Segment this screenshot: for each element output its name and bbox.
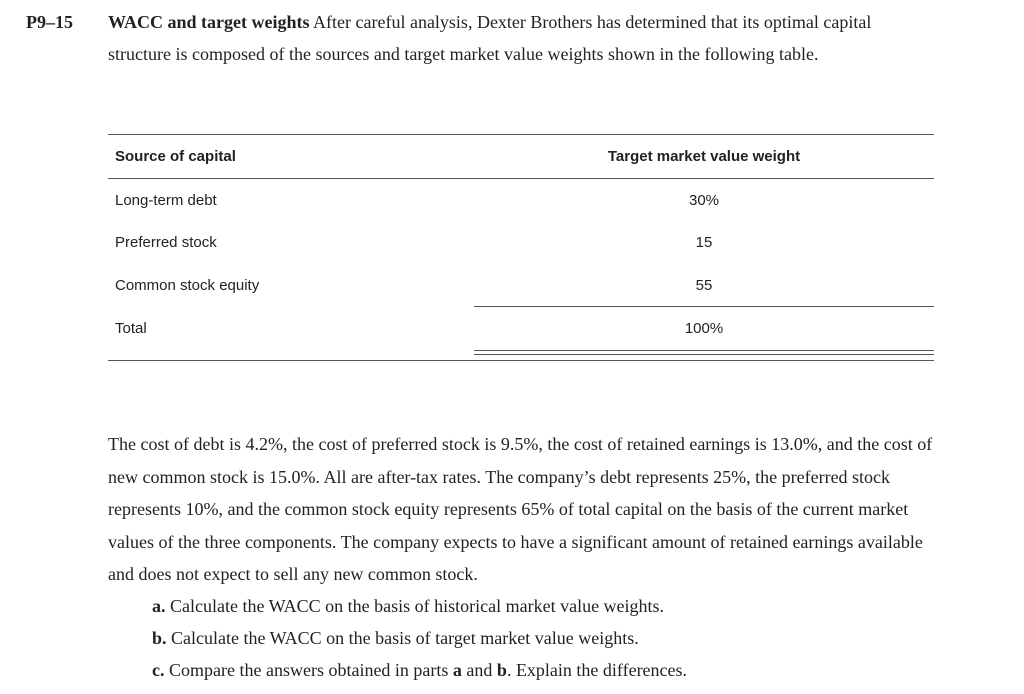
table-row-weight: 55: [695, 277, 713, 294]
table-row-source: Common stock equity: [115, 277, 260, 294]
table-bottom-rule: [108, 360, 934, 361]
part-c: [152, 654, 952, 686]
part-text-mid: and: [461, 660, 497, 680]
part-ref-a: a: [452, 660, 462, 680]
table-header-rule: [108, 178, 934, 179]
header-source: Source of capital: [115, 148, 236, 165]
header-weight: Target market value weight: [607, 148, 801, 165]
problem-parts: [152, 590, 952, 686]
problem-number: P9–15: [26, 12, 73, 32]
table-total-double-rule-top: [474, 350, 934, 351]
part-b: [152, 622, 952, 654]
part-text-before: Compare the answers obtained in parts: [169, 660, 453, 680]
table-row-weight: 15: [695, 234, 713, 251]
problem-paragraph: The cost of debt is 4.2%, the cost of preferred stock is 9.5%, the cost of retained earnings is 13.0%, and the cost of new common stock is 15.0%. All are after-tax rates. The company’s debt represents 25%, the preferred stock represents 10%, and the common stock equity represents 65% of total capital on the basis of the current market values of the three components. The company expects to have a significant amount of retained earnings available and does not expect to sell any new common stock.: [108, 434, 933, 584]
problem-title: WACC and target weights: [108, 12, 310, 32]
part-text: Calculate the WACC on the basis of target market value weights.: [171, 628, 639, 648]
part-letter: a.: [152, 596, 166, 616]
part-ref-b: b: [496, 660, 507, 680]
table-total-weight: 100%: [684, 320, 724, 337]
table-row-source: Long-term debt: [115, 192, 217, 209]
part-letter: c.: [152, 660, 165, 680]
table-top-rule: [108, 134, 934, 135]
table-row-weight: 30%: [688, 192, 720, 209]
part-a: [152, 590, 952, 622]
capital-table: [108, 134, 934, 362]
table-total-double-rule-bottom: [474, 354, 934, 355]
part-text-after: . Explain the differences.: [506, 660, 688, 680]
table-row-source: Preferred stock: [115, 234, 217, 251]
table-subtotal-rule: [474, 306, 934, 307]
part-letter: b.: [152, 628, 167, 648]
part-text: Calculate the WACC on the basis of historical market value weights.: [170, 596, 665, 616]
problem-intro: [108, 6, 938, 70]
table-total-label: Total: [115, 320, 147, 337]
problem-intro-text: After careful analysis, Dexter Brothers has determined that its optimal capital structure is composed of the sources and target market value weights shown in the following table.: [108, 12, 872, 64]
